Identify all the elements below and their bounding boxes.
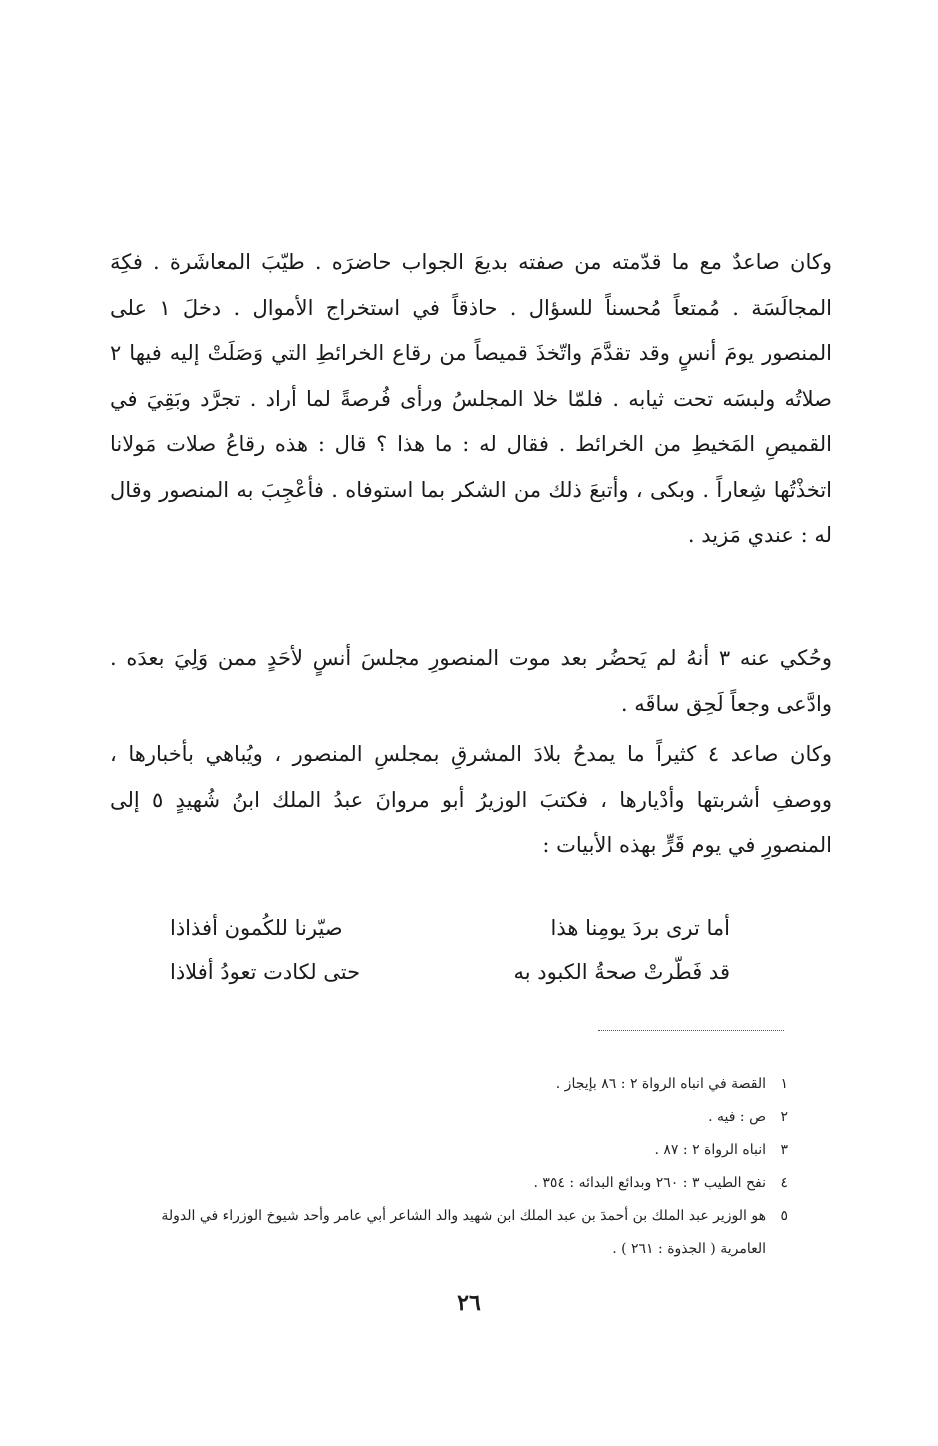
footnote-number: ٢ xyxy=(780,1109,788,1125)
footnote-text: القصة في انباه الرواة ٢ : ٨٦ بإيجاز . xyxy=(555,1076,766,1092)
footnote-number: ١ xyxy=(780,1076,788,1092)
footnote-number: ٣ xyxy=(780,1142,788,1158)
verse-first-hemistich: أما ترى بردَ يومِنا هذا xyxy=(550,916,730,940)
paragraph-text: وكان صاعد ٤ كثيراً ما يمدحُ بلادَ المشرقِ بمجلسِ المنصور ، ويُباهي بأخبارها ، ووصفِ أشربتها وأدْيارها ، فكتبَ الوزيرُ أبو مروانَ عبدُ الملك ابنُ شُهيدٍ ٥ إلى المنصورِ في يوم قَرٍّ بهذه الأبيات : xyxy=(110,742,832,857)
footnote xyxy=(112,1167,788,1200)
footnote-text: هو الوزير عبد الملك بن أحمدَ بن عبد الملك ابن شهيد والد الشاعر أبي عامر وأحد شيوخ الوزراء في الدولة العامرية ( الجذوة : ٢٦١ ) . xyxy=(161,1208,766,1257)
paragraph-2 xyxy=(110,636,832,727)
verse-line xyxy=(170,950,730,994)
paragraph-3 xyxy=(110,732,832,869)
verse-second-hemistich: حتى لكادت تعودُ أفلاذا xyxy=(170,960,361,984)
page-number: ٢٦ xyxy=(457,1290,481,1316)
verse-first-hemistich: قد فَطّرتْ صحةُ الكبود به xyxy=(513,960,730,984)
footnote xyxy=(112,1068,788,1101)
footnote xyxy=(112,1200,788,1266)
paragraph-text: وحُكي عنه ٣ أنهُ لم يَحضُر بعد موت المنصورِ مجلسَ أنسٍ لأحَدٍ ممن وَلِيَ بعدَه . وادَّعى وجعاً لَحِق ساقَه . xyxy=(110,646,833,716)
verse-second-hemistich: صيّرنا للكُمون أفذاذا xyxy=(170,916,343,940)
footnote-number: ٥ xyxy=(780,1208,788,1224)
footnote-text: ص : فيه . xyxy=(708,1109,766,1125)
footnote xyxy=(112,1134,788,1167)
footnote-number: ٤ xyxy=(780,1175,788,1191)
footnote-divider xyxy=(598,1030,784,1031)
footnote-text: نفح الطيب ٣ : ٢٦٠ وبدائع البدائه : ٣٥٤ . xyxy=(533,1175,766,1191)
footnote-text: انباه الرواة ٢ : ٨٧ . xyxy=(654,1142,766,1158)
footnote xyxy=(112,1101,788,1134)
paragraph-text: وكان صاعدٌ مع ما قدّمته من صفته بديعَ الجواب حاضرَه . طيّبَ المعاشَرة . فكِهَ المجالَسَة . مُمتعاً مُحسناً للسؤال . حاذقاً في استخراج الأموال . دخلَ ١ على المنصور يومَ أنسٍ وقد تقدَّمَ واتّخذَ قميصاً من رقاع الخرائطِ التي وَصَلَتْ إليه فيها ٢ صلاتُه ولبسَه تحت ثيابه . فلمّا خلا المجلسُ ورأى فُرصةً لما أراد . تجرَّد وبَقِيَ في القميصِ المَخيطِ من الخرائط . فقال له : ما هذا ؟ قال : هذه رقاعُ صلات مَولانا اتخذْتُها شِعاراً . وبكى ، وأتبعَ ذلك من الشكر بما استوفاه . فأعْجِبَ به المنصور وقال له : عندي مَزيد . xyxy=(110,250,832,547)
poem-verses xyxy=(170,906,730,994)
paragraph-1 xyxy=(110,240,832,559)
verse-line xyxy=(170,906,730,950)
footnotes xyxy=(112,1068,788,1266)
